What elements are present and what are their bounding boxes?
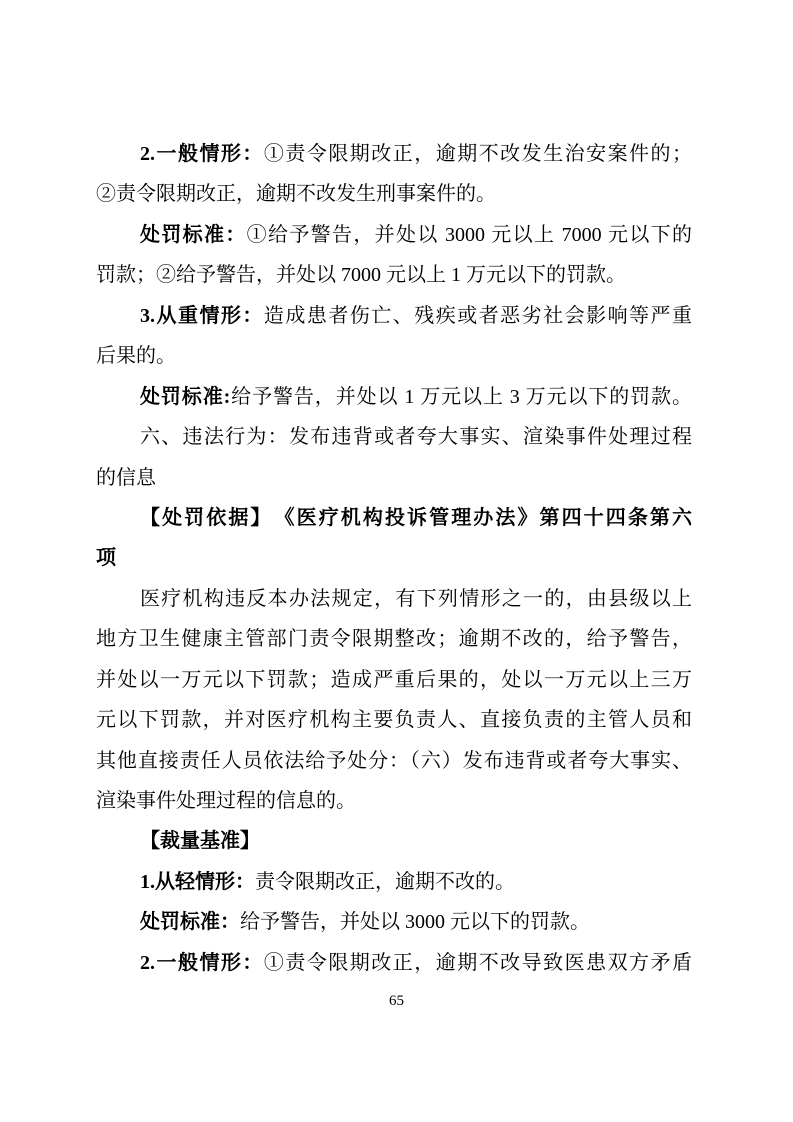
text-line — [96, 700, 692, 740]
body-text: 造成患者伤亡、残疾或者恶劣社会影响等严重 — [263, 304, 693, 327]
text-line — [96, 174, 692, 214]
emphasis-text: 处罚标准: — [140, 385, 231, 408]
emphasis-text: 【裁量基准】 — [140, 830, 260, 853]
body-text: 罚款；②给予警告，并处以 7000 元以上 1 万元以下的罚款。 — [96, 264, 626, 287]
body-text: 医疗机构违反本办法规定，有下列情形之一的，由县级以上 — [140, 587, 692, 610]
body-text: 地方卫生健康主管部门责令限期整改；逾期不改的，给予警告， — [96, 628, 692, 651]
text-line — [96, 417, 692, 457]
emphasis-text: 处罚标准： — [140, 223, 247, 246]
text-line — [96, 741, 692, 781]
body-text: ①责令限期改正，逾期不改导致医患双方矛盾 — [263, 951, 693, 974]
emphasis-text: 1.从轻情形： — [140, 870, 255, 893]
body-text: 并处以一万元以下罚款；造成严重后果的，处以一万元以上三万 — [96, 668, 692, 691]
text-line — [96, 862, 692, 902]
page-number: 65 — [389, 993, 404, 1009]
emphasis-text: 2.一般情形： — [140, 951, 264, 974]
text-line — [96, 619, 692, 659]
emphasis-text: 3.从重情形： — [140, 304, 264, 327]
body-text: 的信息 — [96, 466, 156, 489]
emphasis-text: 【处罚依据】 《医疗机构投诉管理办法》第四十四条第六 — [140, 506, 692, 529]
text-line — [96, 296, 692, 336]
text-line — [96, 336, 692, 376]
body-text: 责令限期改正，逾期不改的。 — [255, 870, 515, 893]
text-line — [96, 498, 692, 538]
emphasis-text: 2.一般情形： — [140, 143, 264, 165]
text-line — [96, 579, 692, 619]
text-line — [96, 660, 692, 700]
text-line — [96, 902, 692, 942]
text-line — [96, 538, 692, 578]
body-text: 元以下罚款，并对医疗机构主要负责人、直接负责的主管人员和 — [96, 709, 692, 732]
emphasis-text: 项 — [96, 547, 116, 570]
text-line — [96, 134, 692, 174]
body-text: 六、违法行为：发布违背或者夸大事实、渲染事件处理过程 — [140, 426, 692, 449]
text-line — [96, 255, 692, 295]
body-text: 渲染事件处理过程的信息的。 — [96, 790, 356, 812]
body-text: 其他直接责任人员依法给予处分：（六）发布违背或者夸大事实、 — [96, 749, 692, 772]
text-line — [96, 943, 692, 983]
text-line — [96, 781, 692, 821]
body-text: 后果的。 — [96, 345, 176, 368]
body-text: ①给予警告，并处以 3000 元以上 7000 元以下的 — [246, 223, 693, 246]
body-text: 给予警告，并处以 1 万元以上 3 万元以下的罚款。 — [230, 385, 692, 408]
text-line — [96, 377, 692, 417]
body-text: 给予警告，并处以 3000 元以下的罚款。 — [240, 911, 590, 934]
text-line — [96, 458, 692, 498]
emphasis-text: 处罚标准： — [140, 911, 240, 934]
text-line — [96, 215, 692, 255]
body-text: ②责令限期改正，逾期不改发生刑事案件的。 — [96, 183, 496, 206]
document-body — [96, 134, 692, 983]
text-line — [96, 821, 692, 861]
body-text: ①责令限期改正，逾期不改发生治安案件的； — [263, 143, 693, 165]
